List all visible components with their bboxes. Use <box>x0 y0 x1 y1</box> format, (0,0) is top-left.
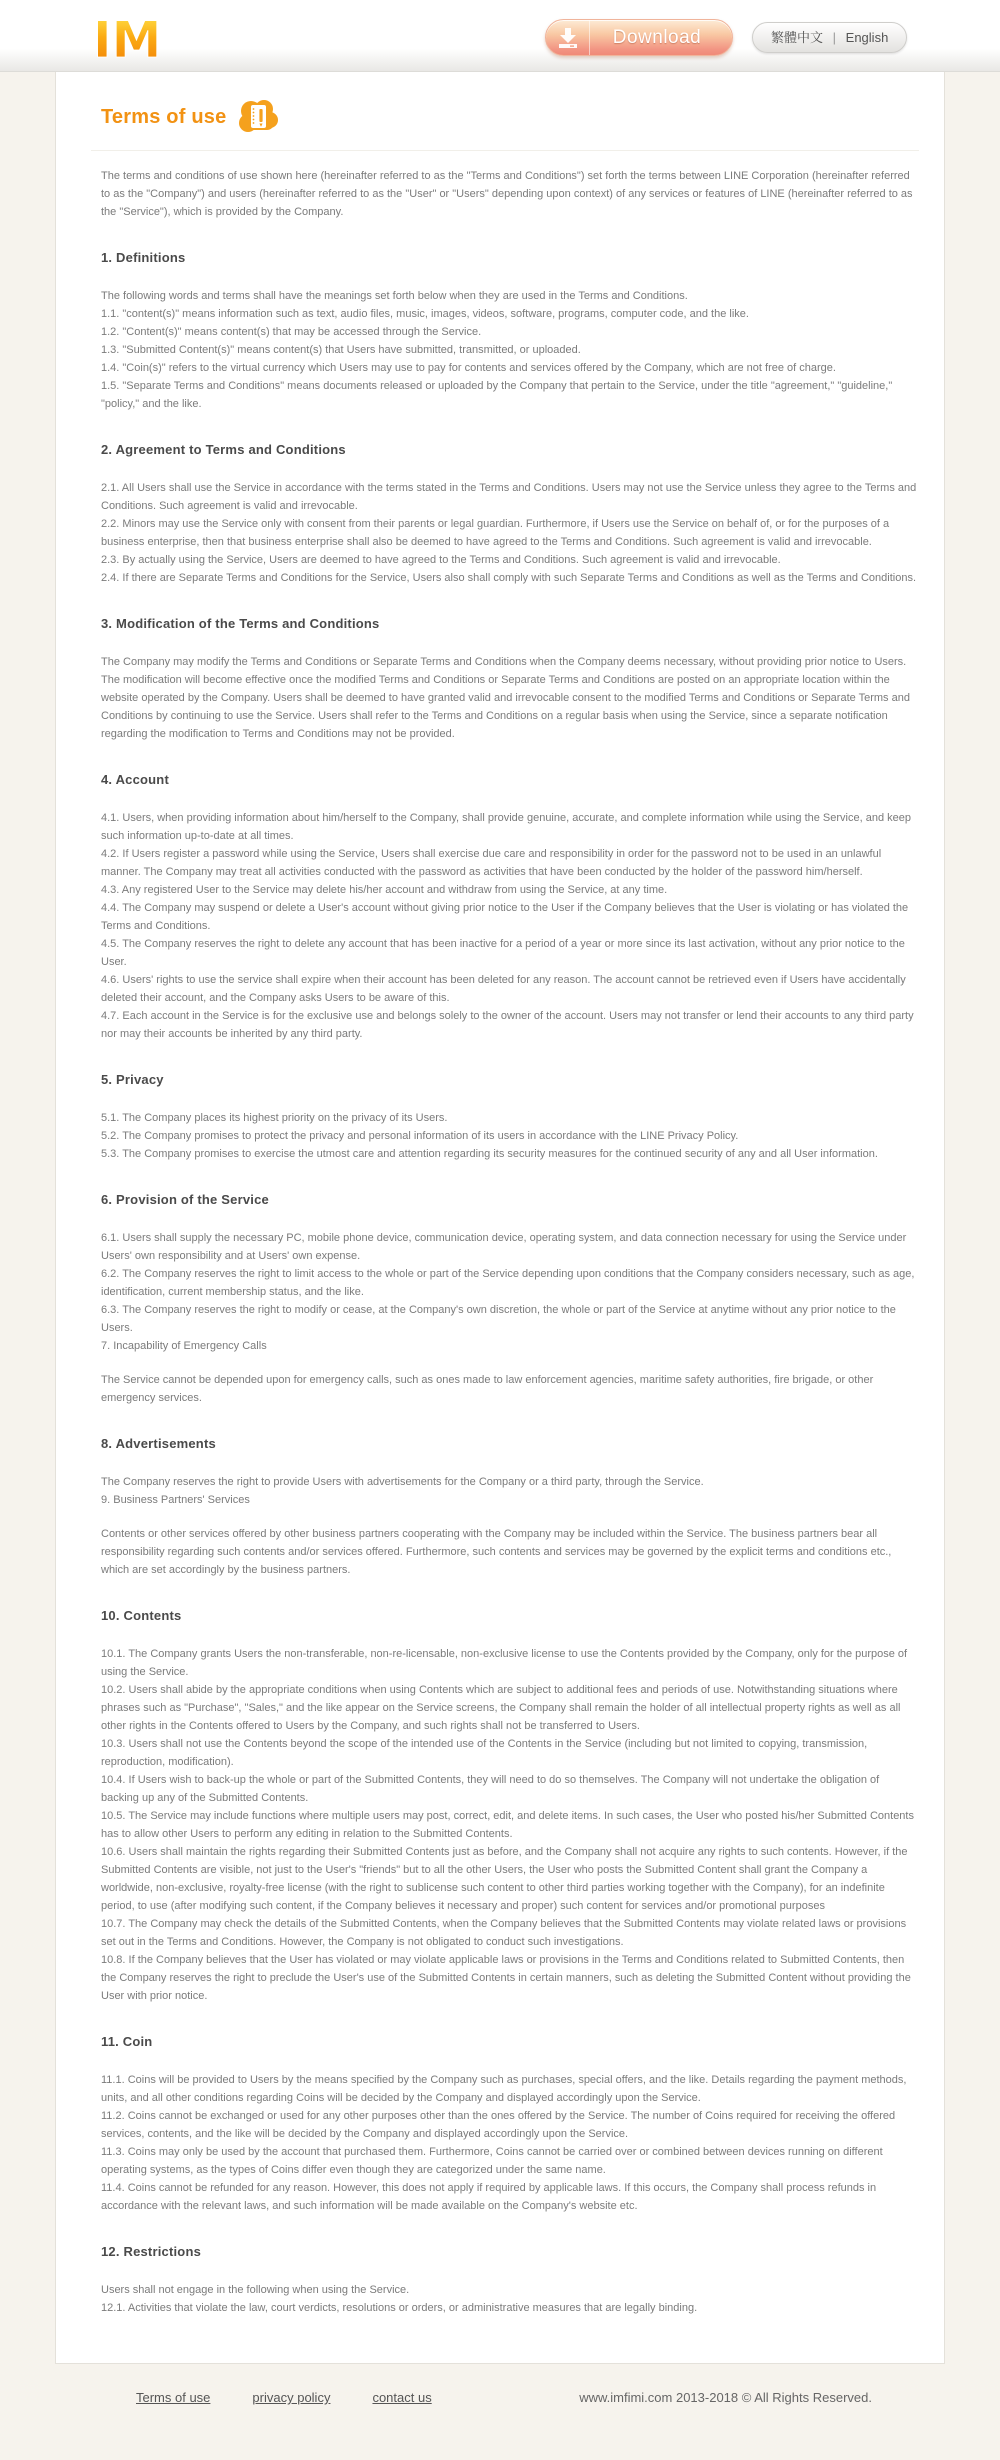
notepad-pencil-icon <box>236 98 280 136</box>
terms-clause: 10.2. Users shall abide by the appropriate conditions when using Contents which are subject to additional fees and periods of use. Notwithstanding situations where phrases such as "Purchase", "Sales," and the like appear on the Service screens, the Company shall remain the holder of all intellectual property rights as well as all other rights in the Contents offered to Users by the Company, and such rights shall not be transferred to Users. <box>101 1684 901 1732</box>
terms-clause: Users shall not engage in the following when using the Service. <box>101 2284 410 2296</box>
terms-clause: 2.2. Minors may use the Service only with consent from their parents or legal guardian. Furthermore, if Users use the Service on behalf of, or for the purposes of a business enterprise, then that business enterprise shall also be deemed to have agreed to the Terms and Conditions. Such agreement is valid and irrevocable. <box>101 518 890 548</box>
logo-text: IM <box>93 11 162 66</box>
footer-link-contact-us[interactable]: contact us <box>372 2390 432 2405</box>
terms-clause: 5.2. The Company promises to protect the privacy and personal information of its users in accordance with the LINE Privacy Policy. <box>101 1130 739 1142</box>
download-button-label: Download <box>612 26 702 48</box>
terms-clause: 4.2. If Users register a password while using the Service, Users shall exercise due care and responsibility in order for the password not to be used in an unlawful manner. The Company may treat all activities conducted with the password as activities that have been conducted by the holder of the password him/herself. <box>101 848 882 878</box>
terms-clause: 4.3. Any registered User to the Service may delete his/her account and withdraw from using the Service, at any time. <box>101 884 668 896</box>
language-switcher <box>752 22 907 53</box>
footer-link-privacy-policy[interactable]: privacy policy <box>252 2390 331 2405</box>
terms-clause: 4.4. The Company may suspend or delete a User's account without giving prior notice to the User if the Company believes that the User is violating or has violated the Terms and Conditions. <box>101 902 909 932</box>
terms-clause: 2.1. All Users shall use the Service in accordance with the terms stated in the Terms and Conditions. Users may not use the Service unless they agree to the Terms and Conditions. Such agreement is valid and irrevocable. <box>101 482 917 512</box>
page-title-row <box>101 98 919 136</box>
terms-clause: 6.2. The Company reserves the right to limit access to the whole or part of the Service depending upon conditions that the Company considers necessary, such as age, identification, current membership status, and the like. <box>101 1268 915 1298</box>
download-icon <box>546 20 590 55</box>
terms-clause: 5.1. The Company places its highest priority on the privacy of its Users. <box>101 1112 448 1124</box>
terms-clause: 2.4. If there are Separate Terms and Conditions for the Service, Users also shall comply with such Separate Terms and Conditions as well as the Terms and Conditions. <box>101 572 917 584</box>
section-heading: 8. Advertisements <box>101 1436 216 1451</box>
terms-clause: 11.2. Coins cannot be exchanged or used for any other purposes other than the ones offered by the Service. The number of Coins required for receiving the offered services, contents, and the like will be decided by the Company and displayed accordingly upon the Service. <box>101 2110 896 2140</box>
language-divider: | <box>832 30 837 45</box>
terms-clause: 1.3. "Submitted Content(s)" means content(s) that Users have submitted, transmitted, or uploaded. <box>101 344 581 356</box>
terms-clause: 1.2. "Content(s)" means content(s) that may be accessed through the Service. <box>101 326 482 338</box>
header <box>0 0 1000 72</box>
section-heading: 3. Modification of the Terms and Conditions <box>101 616 380 631</box>
section-heading: 2. Agreement to Terms and Conditions <box>101 442 346 457</box>
terms-card <box>55 72 945 2364</box>
terms-clause: 10.3. Users shall not use the Contents beyond the scope of the intended use of the Contents in the Service (including but not limited to copying, transmission, reproduction, modification). <box>101 1738 868 1768</box>
terms-clause: 4.7. Each account in the Service is for the exclusive use and belongs solely to the owner of the account. Users may not transfer or lend their accounts to any third party nor may their accounts be inherited by any third party. <box>101 1010 914 1040</box>
section-heading: 6. Provision of the Service <box>101 1192 269 1207</box>
section-heading: 12. Restrictions <box>101 2244 202 2259</box>
terms-clause: The Company reserves the right to provide Users with advertisements for the Company or a third party, through the Service. <box>101 1476 704 1488</box>
terms-clause: 10.8. If the Company believes that the User has violated or may violate applicable laws or provisions in the Terms and Conditions related to Submitted Contents, then the Company reserves the right to preclude the User's use of the Submitted Contents in certain manners, such as deleting the Submitted Content without providing the User with prior notice. <box>101 1954 911 2002</box>
terms-clause: 10.6. Users shall maintain the rights regarding their Submitted Contents just as before, and the Company shall not acquire any rights to such contents. However, if the Submitted Contents are visible, not just to the User's "friends" but to all the other Users, the User who posts the Submitted Content shall grant the Company a worldwide, non-exclusive, royalty-free license (with the right to sublicense such content to other third parties working together with the Company), for an indefinite period, to use (after modifying such content, if the Company believes it necessary and proper) such content for services and/or promotional purposes <box>101 1846 908 1912</box>
terms-paragraph: The Company may modify the Terms and Conditions or Separate Terms and Conditions when the Company deems necessary, without providing prior notice to Users. The modification will become effective once the modified Terms and Conditions or Separate Terms and Conditions are posted on an appropriate location within the website operated by the Company. Users shall be deemed to have granted valid and irrevocable consent to the modified Terms and Conditions or Separate Terms and Conditions by continuing to use the Service. Users shall refer to the Terms and Conditions on a regular basis when using the Service, since a separate notification regarding the modification to Terms and Conditions may not be provided. <box>101 656 910 740</box>
terms-clause: 7. Incapability of Emergency Calls <box>101 1340 267 1352</box>
terms-clause: The following words and terms shall have the meanings set forth below when they are used in the Terms and Conditions. <box>101 290 688 302</box>
section-heading: 5. Privacy <box>101 1072 164 1087</box>
section-heading: 1. Definitions <box>101 250 186 265</box>
footer-link-terms-of-use[interactable]: Terms of use <box>136 2390 211 2405</box>
terms-clause: 4.5. The Company reserves the right to delete any account that has been inactive for a period of a year or more since its last activation, without any prior notice to the User. <box>101 938 905 968</box>
terms-clause: 4.6. Users' rights to use the service shall expire when their account has been deleted for any reason. The account cannot be retrieved even if Users have accidentally deleted their account, and the Company asks Users to be aware of this. <box>101 974 906 1004</box>
terms-clause: 5.3. The Company promises to exercise the utmost care and attention regarding its security measures for the continued security of any and all User information. <box>101 1148 878 1160</box>
terms-clause: 6.3. The Company reserves the right to modify or cease, at the Company's own discretion, the whole or part of the Service at anytime without any prior notice to the Users. <box>101 1304 896 1334</box>
terms-clause: 10.7. The Company may check the details of the Submitted Contents, when the Company believes that the Submitted Contents may violate related laws or provisions set out in the Terms and Conditions. However, the Company is not obligated to conduct such investigations. <box>101 1918 907 1948</box>
logo-im-icon <box>93 10 213 66</box>
section-heading: 10. Contents <box>101 1608 182 1623</box>
terms-clause: 11.3. Coins may only be used by the account that purchased them. Furthermore, Coins cannot be carried over or combined between devices running on different operating systems, as the types of Coins differ even though they are categorized under the same name. <box>101 2146 883 2176</box>
terms-clause: 2.3. By actually using the Service, Users are deemed to have agreed to the Terms and Conditions. Such agreement is valid and irrevocable. <box>101 554 781 566</box>
terms-clause: 4.1. Users, when providing information about him/herself to the Company, shall provide genuine, accurate, and complete information while using the Service, and keep such information up-to-date at all times. <box>101 812 911 842</box>
terms-clause: 1.5. "Separate Terms and Conditions" means documents released or uploaded by the Company that pertain to the Service, under the title "agreement," "guideline," "policy," and the like. <box>101 380 893 410</box>
terms-clause: 1.4. "Coin(s)" refers to the virtual currency which Users may use to pay for contents and services offered by the Company, which are not free of charge. <box>101 362 836 374</box>
terms-clause: 1.1. "content(s)" means information such as text, audio files, music, images, videos, software, programs, computer code, and the like. <box>101 308 749 320</box>
terms-document <box>101 167 919 2317</box>
title-divider <box>91 150 919 151</box>
terms-clause: 10.1. The Company grants Users the non-transferable, non-re-licensable, non-exclusive license to use the Contents provided by the Company, only for the purpose of using the Service. <box>101 1648 908 1678</box>
terms-clause: 6.1. Users shall supply the necessary PC, mobile phone device, communication device, operating system, and data connection necessary for using the Service under Users' own responsibility and at Users' own expense. <box>101 1232 907 1262</box>
terms-paragraph: The Service cannot be depended upon for emergency calls, such as ones made to law enforcement agencies, maritime safety authorities, fire brigade, or other emergency services. <box>101 1374 874 1404</box>
download-button[interactable] <box>545 19 733 56</box>
terms-clause: 9. Business Partners' Services <box>101 1494 250 1506</box>
terms-clause: 10.5. The Service may include functions where multiple users may post, correct, edit, and delete items. In such cases, the User who posted his/her Submitted Contents has to allow other Users to perform any editing in relation to the Submitted Contents. <box>101 1810 914 1840</box>
language-option-traditional-chinese[interactable]: 繁體中文 <box>771 30 824 45</box>
app-logo[interactable] <box>93 10 213 71</box>
language-option-english[interactable]: English <box>845 30 889 45</box>
terms-paragraph: Contents or other services offered by other business partners cooperating with the Company may be included within the Service. The business partners bear all responsibility regarding such contents and/or services offered. Furthermore, such contents and services may be governed by the explicit terms and conditions etc., which are set accordingly by the business partners. <box>101 1528 892 1576</box>
terms-clause: 11.4. Coins cannot be refunded for any reason. However, this does not apply if required by applicable laws. If this occurs, the Company shall process refunds in accordance with the relevant laws, and such information will be made available on the Company's website etc. <box>101 2182 877 2212</box>
section-heading: 11. Coin <box>101 2034 153 2049</box>
terms-clause: 10.4. If Users wish to back-up the whole or part of the Submitted Contents, they will need to do so themselves. The Company will not undertake the obligation of backing up any of the Submitted Contents. <box>101 1774 880 1804</box>
terms-clause: 11.1. Coins will be provided to Users by the means specified by the Company such as purchases, special offers, and the like. Details regarding the payment methods, units, and all other conditions regarding Coins will be decided by the Company and displayed accordingly upon the Service. <box>101 2074 907 2104</box>
footer <box>0 2364 1000 2460</box>
section-heading: 4. Account <box>101 772 169 787</box>
page-title: Terms of use <box>101 105 227 128</box>
copyright-text: www.imfimi.com 2013-2018 © All Rights Reserved. <box>579 2390 872 2405</box>
terms-clause: 12.1. Activities that violate the law, court verdicts, resolutions or orders, or administrative measures that are legally binding. <box>101 2302 698 2314</box>
terms-paragraph: The terms and conditions of use shown here (hereinafter referred to as the "Terms and Conditions") set forth the terms between LINE Corporation (hereinafter referred to as the "Company") and users (hereinafter referred to as the "User" or "Users" depending upon context) of any services or features of LINE (hereinafter referred to as the "Service"), which is provided by the Company. <box>101 170 913 218</box>
